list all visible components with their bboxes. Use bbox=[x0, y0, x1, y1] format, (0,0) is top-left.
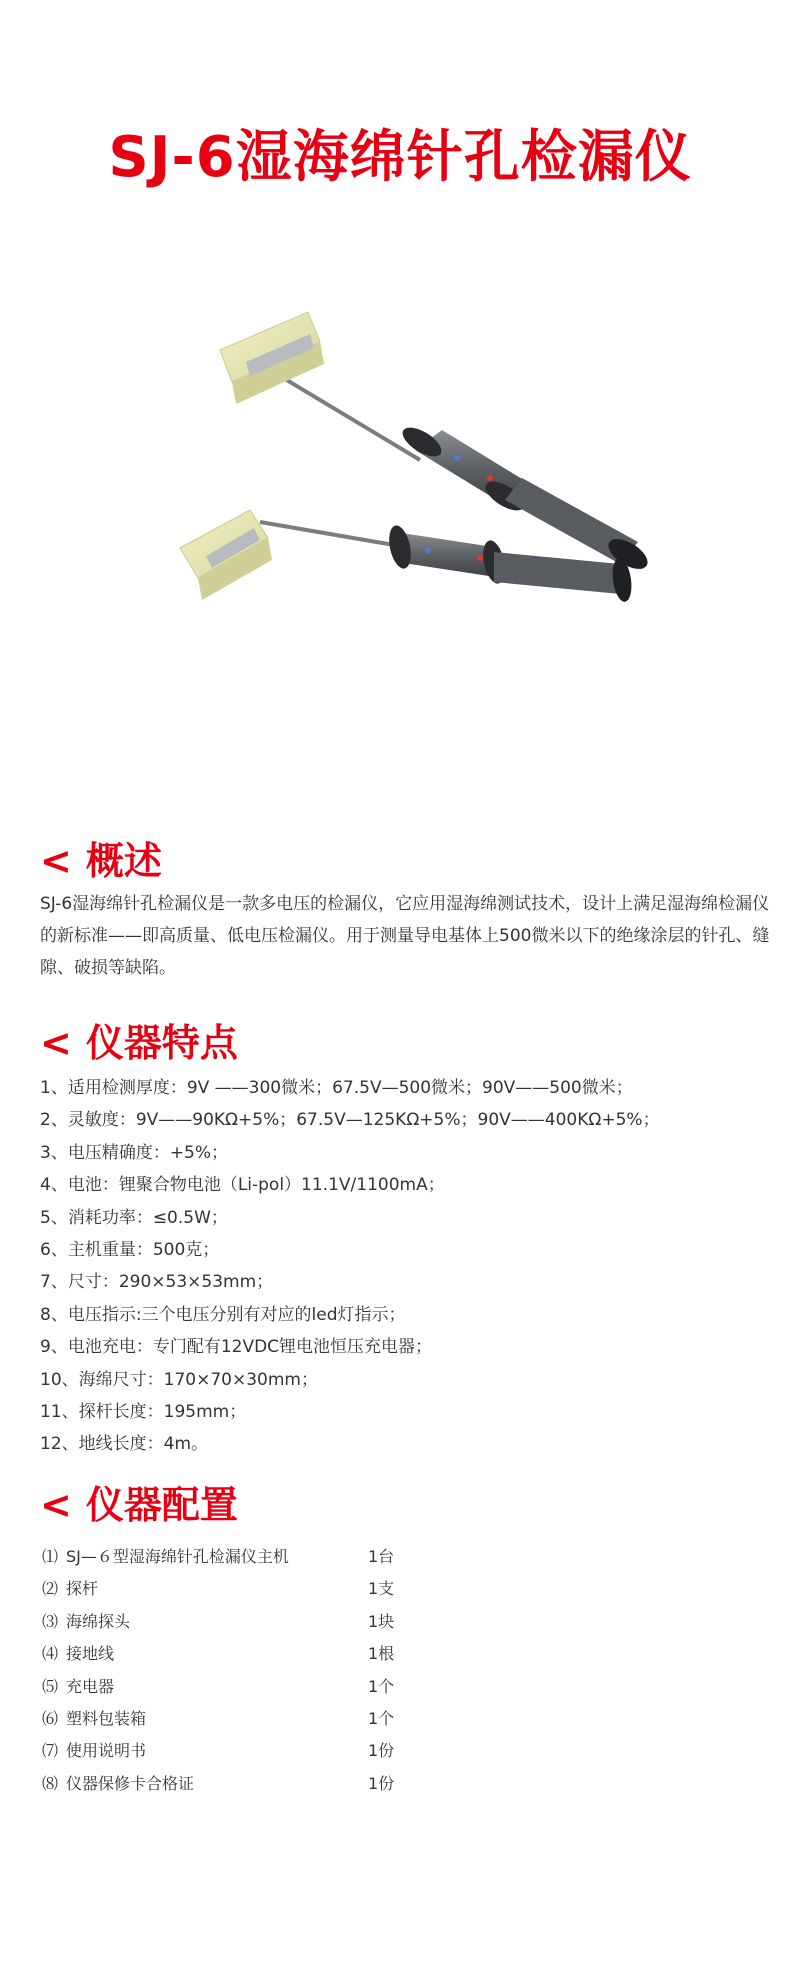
config-item-name: 充电器 bbox=[66, 1676, 115, 1696]
config-item bbox=[42, 1638, 462, 1670]
page-title: SJ-6湿海绵针孔检漏仪 bbox=[108, 125, 692, 190]
config-item-name: 海绵探头 bbox=[66, 1611, 131, 1631]
config-item-number: ⑺ bbox=[42, 1741, 59, 1761]
feature-item: 1、适用检测厚度：9V ——300微米；67.5V—500微米；90V——500微米； bbox=[40, 1078, 633, 1098]
config-item-qty: 1根 bbox=[368, 1644, 395, 1664]
section-heading-overview bbox=[40, 836, 162, 886]
config-item-name: 接地线 bbox=[66, 1644, 115, 1664]
section-heading-config bbox=[40, 1480, 238, 1530]
overview-heading-text: 概述 bbox=[85, 839, 162, 883]
config-item-name: SJ—６型湿海绵针孔检漏仪主机 bbox=[66, 1547, 289, 1566]
feature-item: 10、海绵尺寸：170×70×30mm； bbox=[40, 1369, 318, 1390]
chevron-left-icon: < bbox=[40, 1021, 72, 1065]
config-item bbox=[42, 1735, 462, 1767]
config-item-number: ⑶ bbox=[42, 1611, 59, 1631]
feature-item: 9、电池充电：专门配有12VDC锂电池恒压充电器； bbox=[40, 1337, 433, 1358]
feature-item: 6、主机重量：500克； bbox=[40, 1239, 220, 1260]
device-upper bbox=[220, 312, 652, 575]
config-item-qty: 1支 bbox=[368, 1579, 395, 1599]
config-item bbox=[42, 1541, 462, 1573]
feature-item: 4、电池：锂聚合物电池（Li-pol）11.1V/1100mA； bbox=[40, 1175, 445, 1196]
chevron-left-icon: < bbox=[40, 839, 72, 883]
overview-paragraph: SJ-6湿海绵针孔检漏仪是一款多电压的检漏仪，它应用湿海绵测试技术，设计上满足湿海绵检漏仪的新标准——即高质量、低电压检漏仪。用于测量导电基体上500微米以下的绝缘涂层的针孔、缝隙、破损等缺陷。 bbox=[40, 894, 770, 978]
config-item-qty: 1份 bbox=[368, 1773, 395, 1793]
feature-item: 11、探杆长度：195mm； bbox=[40, 1401, 247, 1422]
config-item-name: 使用说明书 bbox=[66, 1741, 147, 1761]
config-item-qty: 1个 bbox=[368, 1708, 395, 1728]
config-item-number: ⑴ bbox=[42, 1547, 59, 1566]
config-item-name: 探杆 bbox=[66, 1579, 99, 1599]
config-item-name: 塑料包装箱 bbox=[66, 1708, 147, 1728]
config-item-qty: 1份 bbox=[368, 1741, 395, 1761]
config-item bbox=[42, 1606, 462, 1638]
section-heading-features bbox=[40, 1018, 238, 1068]
config-item-qty: 1块 bbox=[368, 1611, 395, 1631]
config-item-number: ⑵ bbox=[42, 1579, 59, 1599]
config-item bbox=[42, 1768, 462, 1800]
config-item-number: ⑹ bbox=[42, 1708, 59, 1728]
config-item-qty: 1台 bbox=[368, 1547, 395, 1566]
feature-item: 3、电压精确度：+5%； bbox=[40, 1142, 229, 1163]
feature-item: 7、尺寸：290×53×53mm； bbox=[40, 1272, 274, 1293]
feature-item: 5、消耗功率：≤0.5W； bbox=[40, 1207, 228, 1228]
feature-item: 8、电压指示:三个电压分别有对应的led灯指示； bbox=[40, 1304, 406, 1325]
product-image bbox=[160, 300, 660, 680]
config-item-name: 仪器保修卡合格证 bbox=[66, 1773, 195, 1793]
features-list bbox=[40, 1072, 660, 1461]
config-item bbox=[42, 1703, 462, 1735]
config-item-qty: 1个 bbox=[368, 1676, 395, 1696]
config-list bbox=[42, 1541, 462, 1800]
config-item-number: ⑷ bbox=[42, 1644, 59, 1664]
config-item-number: ⑻ bbox=[42, 1773, 59, 1793]
config-heading-text: 仪器配置 bbox=[85, 1483, 238, 1527]
config-item-number: ⑸ bbox=[42, 1676, 59, 1696]
features-heading-text: 仪器特点 bbox=[85, 1021, 238, 1065]
config-item bbox=[42, 1573, 462, 1605]
chevron-left-icon: < bbox=[40, 1483, 72, 1527]
config-item bbox=[42, 1671, 462, 1703]
feature-item: 2、灵敏度：9V——90KΩ+5%；67.5V—125KΩ+5%；90V——400KΩ+5%； bbox=[40, 1110, 660, 1131]
feature-item: 12、地线长度：4m。 bbox=[40, 1434, 209, 1455]
